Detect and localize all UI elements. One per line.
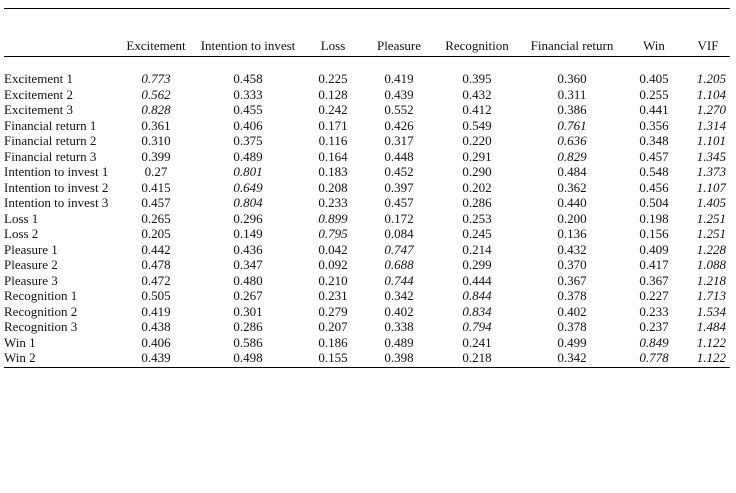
vif-cell: 1.345 bbox=[696, 148, 726, 164]
table-row bbox=[4, 288, 730, 304]
row-label: Loss 1 bbox=[4, 210, 39, 226]
column-header-loss: Loss bbox=[300, 9, 366, 57]
loading-cell: 0.267 bbox=[233, 288, 263, 303]
loading-cell: 0.415 bbox=[141, 179, 171, 195]
loading-cell: 0.761 bbox=[557, 117, 587, 133]
column-header-financial-return: Financial return bbox=[522, 9, 622, 57]
vif-cell: 1.314 bbox=[696, 117, 726, 133]
vif-cell: 1.373 bbox=[696, 164, 726, 179]
loading-cell: 0.436 bbox=[233, 241, 263, 257]
loading-cell: 0.255 bbox=[639, 86, 669, 102]
loading-cell: 0.457 bbox=[141, 195, 171, 210]
loading-cell: 0.412 bbox=[462, 102, 492, 117]
loading-cell: 0.441 bbox=[639, 102, 669, 117]
loading-cell: 0.202 bbox=[462, 179, 492, 195]
loading-cell: 0.136 bbox=[557, 226, 587, 241]
loading-cell: 0.773 bbox=[141, 71, 171, 86]
table-row bbox=[4, 226, 730, 242]
loading-cell: 0.795 bbox=[318, 226, 348, 241]
loading-cell: 0.347 bbox=[233, 257, 263, 272]
loading-cell: 0.406 bbox=[141, 334, 171, 350]
loading-cell: 0.439 bbox=[384, 86, 414, 102]
vif-cell: 1.270 bbox=[696, 102, 726, 117]
row-label: Pleasure 1 bbox=[4, 241, 58, 257]
loading-cell: 0.744 bbox=[384, 272, 414, 288]
loading-cell: 0.899 bbox=[318, 210, 348, 226]
loading-cell: 0.778 bbox=[622, 350, 686, 367]
loading-cell: 0.586 bbox=[233, 334, 263, 350]
loading-cell: 0.342 bbox=[384, 288, 414, 303]
table-row bbox=[4, 71, 730, 87]
row-label: Intention to invest 3 bbox=[4, 195, 109, 210]
loading-cell: 0.286 bbox=[462, 195, 492, 210]
loading-cell: 0.484 bbox=[557, 164, 587, 179]
loading-cell: 0.265 bbox=[141, 210, 171, 226]
table-row bbox=[4, 149, 730, 165]
loading-cell: 0.084 bbox=[384, 226, 414, 241]
vif-cell: 1.228 bbox=[696, 241, 726, 257]
row-label: Financial return 2 bbox=[4, 133, 97, 148]
loading-cell: 0.042 bbox=[318, 241, 348, 257]
loading-cell: 0.367 bbox=[639, 272, 669, 288]
table-row bbox=[4, 304, 730, 320]
loading-cell: 0.116 bbox=[318, 133, 348, 148]
loading-cell: 0.207 bbox=[318, 319, 348, 334]
loading-cell: 0.342 bbox=[522, 350, 622, 367]
table-row bbox=[4, 211, 730, 227]
loading-cell: 0.489 bbox=[233, 148, 263, 164]
loading-cell: 0.405 bbox=[639, 71, 669, 86]
vif-cell: 1.484 bbox=[696, 319, 726, 334]
loading-cell: 0.290 bbox=[462, 164, 492, 179]
loading-cell: 0.333 bbox=[233, 86, 263, 102]
loading-cell: 0.378 bbox=[557, 288, 587, 303]
row-label: Win 1 bbox=[4, 334, 36, 350]
loading-cell: 0.455 bbox=[233, 102, 263, 117]
loading-cell: 0.279 bbox=[318, 303, 348, 319]
loading-cell: 0.478 bbox=[141, 257, 171, 272]
vif-cell: 1.107 bbox=[696, 179, 726, 195]
row-label: Pleasure 2 bbox=[4, 257, 58, 272]
table-row bbox=[4, 164, 730, 180]
row-label: Recognition 2 bbox=[4, 303, 78, 319]
column-header-pleasure: Pleasure bbox=[366, 9, 432, 57]
table-row bbox=[4, 133, 730, 149]
loading-cell: 0.397 bbox=[384, 179, 414, 195]
loading-cell: 0.225 bbox=[318, 71, 348, 86]
table-row bbox=[4, 87, 730, 103]
loading-cell: 0.489 bbox=[384, 334, 414, 350]
vif-cell: 1.088 bbox=[696, 257, 726, 272]
loading-cell: 0.419 bbox=[141, 303, 171, 319]
loading-cell: 0.205 bbox=[141, 226, 171, 241]
loading-cell: 0.310 bbox=[141, 133, 171, 148]
table-row bbox=[4, 257, 730, 273]
table-row bbox=[4, 242, 730, 258]
loading-cell: 0.233 bbox=[639, 303, 669, 319]
column-header-excitement: Excitement bbox=[116, 9, 196, 57]
loading-cell: 0.426 bbox=[384, 117, 414, 133]
loading-cell: 0.442 bbox=[141, 241, 171, 257]
table-row bbox=[4, 319, 730, 335]
loading-cell: 0.499 bbox=[557, 334, 587, 350]
column-header-intention-to-invest: Intention to invest bbox=[196, 9, 300, 57]
loading-cell: 0.220 bbox=[462, 133, 492, 148]
loading-cell: 0.164 bbox=[318, 148, 348, 164]
loading-cell: 0.457 bbox=[639, 148, 669, 164]
loading-cell: 0.208 bbox=[318, 179, 348, 195]
loading-cell: 0.367 bbox=[557, 272, 587, 288]
loading-cell: 0.504 bbox=[639, 195, 669, 210]
loading-cell: 0.409 bbox=[639, 241, 669, 257]
loading-cell: 0.155 bbox=[300, 350, 366, 367]
loading-cell: 0.548 bbox=[639, 164, 669, 179]
table-row bbox=[4, 335, 730, 351]
loading-cell: 0.439 bbox=[116, 350, 196, 367]
loading-cell: 0.804 bbox=[233, 195, 263, 210]
loading-cell: 0.241 bbox=[462, 334, 492, 350]
vif-cell: 1.101 bbox=[696, 133, 726, 148]
vif-cell: 1.251 bbox=[696, 210, 726, 226]
loading-cell: 0.237 bbox=[639, 319, 669, 334]
loading-cell: 0.402 bbox=[384, 303, 414, 319]
table-row bbox=[4, 118, 730, 134]
loading-cell: 0.498 bbox=[196, 350, 300, 367]
vif-cell: 1.122 bbox=[696, 334, 726, 350]
loading-cell: 0.149 bbox=[233, 226, 263, 241]
loading-cell: 0.440 bbox=[557, 195, 587, 210]
loading-cell: 0.417 bbox=[639, 257, 669, 272]
loading-cell: 0.301 bbox=[233, 303, 263, 319]
loading-cell: 0.794 bbox=[462, 319, 492, 334]
loading-cell: 0.438 bbox=[141, 319, 171, 334]
loading-cell: 0.480 bbox=[233, 272, 263, 288]
row-label: Intention to invest 2 bbox=[4, 179, 109, 195]
loading-cell: 0.092 bbox=[318, 257, 348, 272]
row-label: Intention to invest 1 bbox=[4, 164, 109, 179]
loading-cell: 0.402 bbox=[557, 303, 587, 319]
loading-cell: 0.218 bbox=[432, 350, 522, 367]
vif-cell: 1.122 bbox=[686, 350, 730, 367]
vif-cell: 1.405 bbox=[696, 195, 726, 210]
loading-cell: 0.688 bbox=[384, 257, 414, 272]
loading-cell: 0.338 bbox=[384, 319, 414, 334]
loading-cell: 0.356 bbox=[639, 117, 669, 133]
loading-cell: 0.375 bbox=[233, 133, 263, 148]
loading-cell: 0.432 bbox=[557, 241, 587, 257]
loading-cell: 0.562 bbox=[141, 86, 171, 102]
loading-cell: 0.444 bbox=[462, 272, 492, 288]
loading-cell: 0.245 bbox=[462, 226, 492, 241]
loading-cell: 0.472 bbox=[141, 272, 171, 288]
loading-cell: 0.186 bbox=[318, 334, 348, 350]
loading-cell: 0.834 bbox=[462, 303, 492, 319]
loading-cell: 0.829 bbox=[557, 148, 587, 164]
column-header-vif: VIF bbox=[686, 9, 730, 57]
loading-cell: 0.156 bbox=[639, 226, 669, 241]
loading-cell: 0.200 bbox=[557, 210, 587, 226]
table-body bbox=[4, 57, 730, 368]
loading-cell: 0.505 bbox=[141, 288, 171, 303]
vif-cell: 1.205 bbox=[696, 71, 726, 86]
loading-cell: 0.649 bbox=[233, 179, 263, 195]
vif-cell: 1.104 bbox=[696, 86, 726, 102]
loading-cell: 0.458 bbox=[233, 71, 263, 86]
vif-cell: 1.713 bbox=[696, 288, 726, 303]
loading-cell: 0.227 bbox=[639, 288, 669, 303]
loadings-table bbox=[4, 8, 730, 368]
loading-cell: 0.27 bbox=[144, 164, 168, 179]
loading-cell: 0.452 bbox=[384, 164, 414, 179]
column-header-recognition: Recognition bbox=[432, 9, 522, 57]
loading-cell: 0.128 bbox=[318, 86, 348, 102]
loading-cell: 0.370 bbox=[557, 257, 587, 272]
row-label: Excitement 3 bbox=[4, 102, 73, 117]
loading-cell: 0.828 bbox=[141, 102, 171, 117]
loading-cell: 0.398 bbox=[366, 350, 432, 367]
loading-cell: 0.286 bbox=[233, 319, 263, 334]
loading-cell: 0.419 bbox=[384, 71, 414, 86]
loading-cell: 0.378 bbox=[557, 319, 587, 334]
loading-cell: 0.549 bbox=[462, 117, 492, 133]
loading-cell: 0.448 bbox=[384, 148, 414, 164]
loading-cell: 0.386 bbox=[557, 102, 587, 117]
loading-cell: 0.172 bbox=[384, 210, 414, 226]
table-row bbox=[4, 102, 730, 118]
loading-cell: 0.214 bbox=[462, 241, 492, 257]
loading-cell: 0.361 bbox=[141, 117, 171, 133]
loading-cell: 0.844 bbox=[462, 288, 492, 303]
row-label: Recognition 1 bbox=[4, 288, 78, 303]
loading-cell: 0.801 bbox=[233, 164, 263, 179]
loading-cell: 0.317 bbox=[384, 133, 414, 148]
row-label: Win 2 bbox=[4, 350, 116, 367]
vif-cell: 1.218 bbox=[696, 272, 726, 288]
loading-cell: 0.747 bbox=[384, 241, 414, 257]
loading-cell: 0.432 bbox=[462, 86, 492, 102]
table-row bbox=[4, 195, 730, 211]
row-label: Recognition 3 bbox=[4, 319, 78, 334]
loading-cell: 0.253 bbox=[462, 210, 492, 226]
row-label: Financial return 3 bbox=[4, 148, 97, 164]
column-header-win: Win bbox=[622, 9, 686, 57]
loading-cell: 0.552 bbox=[384, 102, 414, 117]
loading-cell: 0.291 bbox=[462, 148, 492, 164]
loading-cell: 0.849 bbox=[639, 334, 669, 350]
loading-cell: 0.399 bbox=[141, 148, 171, 164]
loading-cell: 0.395 bbox=[462, 71, 492, 86]
loading-cell: 0.311 bbox=[557, 86, 587, 102]
table-row bbox=[4, 180, 730, 196]
vif-cell: 1.534 bbox=[696, 303, 726, 319]
loading-cell: 0.406 bbox=[233, 117, 263, 133]
loading-cell: 0.231 bbox=[318, 288, 348, 303]
loading-cell: 0.362 bbox=[557, 179, 587, 195]
table-row bbox=[4, 350, 730, 367]
row-label: Financial return 1 bbox=[4, 117, 97, 133]
loading-cell: 0.242 bbox=[318, 102, 348, 117]
row-label: Excitement 1 bbox=[4, 71, 73, 86]
row-label: Pleasure 3 bbox=[4, 272, 58, 288]
loading-cell: 0.360 bbox=[557, 71, 587, 86]
row-header-cell bbox=[4, 9, 116, 57]
loading-cell: 0.183 bbox=[318, 164, 348, 179]
loading-cell: 0.210 bbox=[318, 272, 348, 288]
loading-cell: 0.299 bbox=[462, 257, 492, 272]
loading-cell: 0.636 bbox=[557, 133, 587, 148]
row-label: Loss 2 bbox=[4, 226, 39, 241]
loading-cell: 0.457 bbox=[384, 195, 414, 210]
row-label: Excitement 2 bbox=[4, 86, 73, 102]
loading-cell: 0.456 bbox=[639, 179, 669, 195]
vif-cell: 1.251 bbox=[696, 226, 726, 241]
loading-cell: 0.348 bbox=[639, 133, 669, 148]
loading-cell: 0.171 bbox=[318, 117, 348, 133]
loading-cell: 0.296 bbox=[233, 210, 263, 226]
table-row bbox=[4, 273, 730, 289]
loading-cell: 0.198 bbox=[639, 210, 669, 226]
loading-cell: 0.233 bbox=[318, 195, 348, 210]
